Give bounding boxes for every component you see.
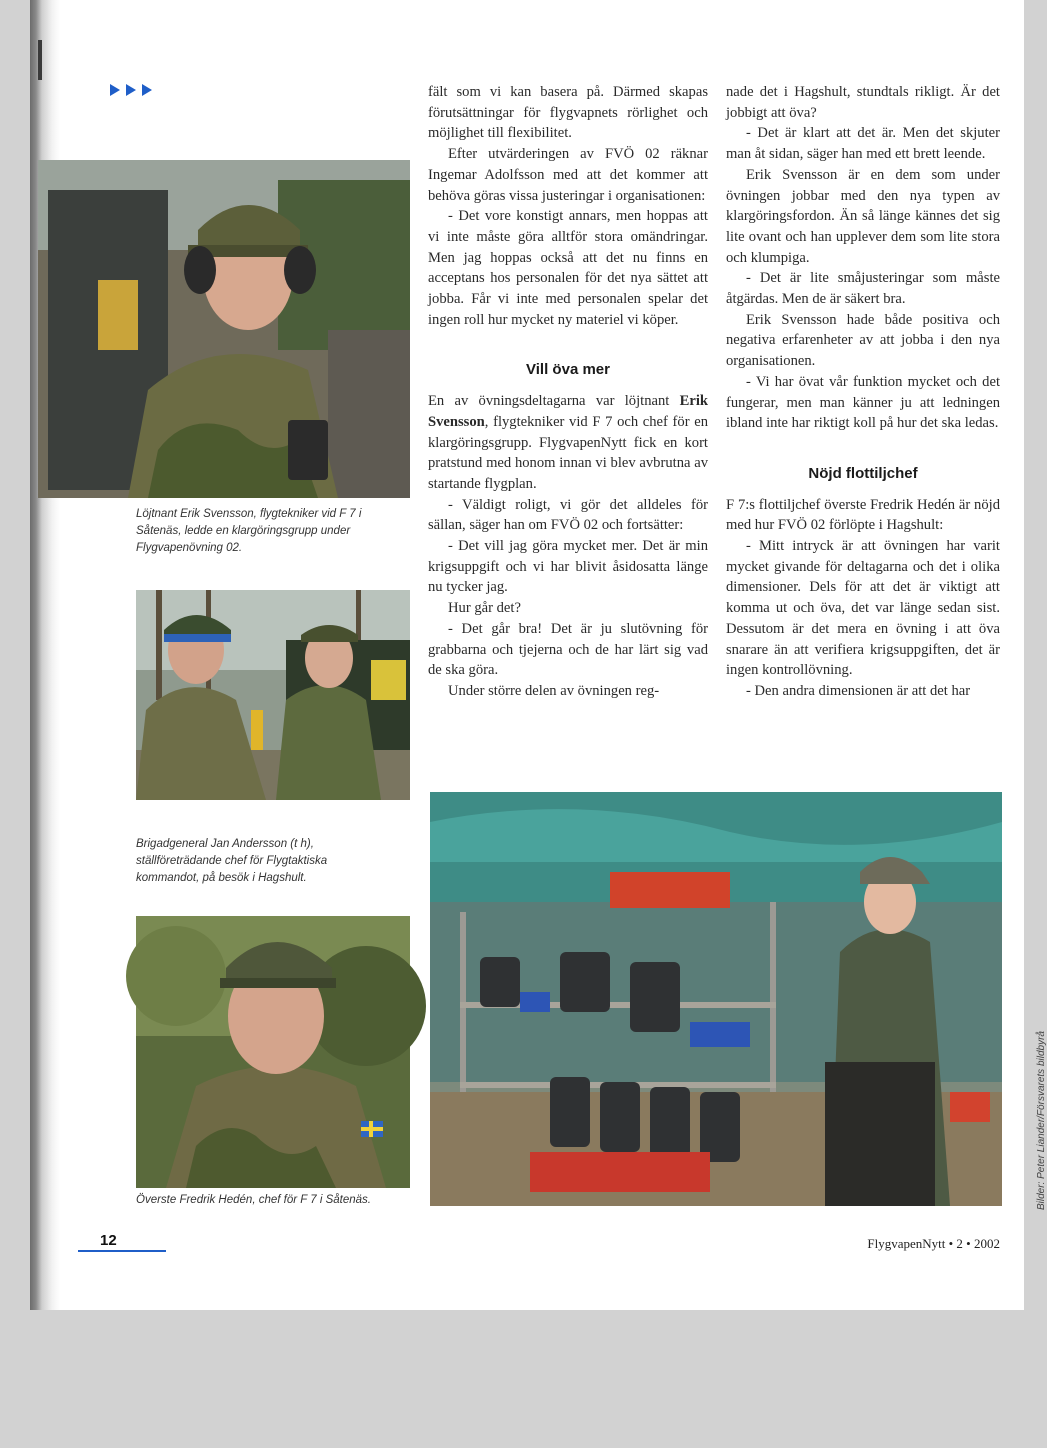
photo-credit: Bilder: Peter Liander/Försvarets bildbyrå [1036, 1031, 1047, 1210]
publication-footer: FlygvapenNytt • 2 • 2002 [867, 1236, 1000, 1251]
paragraph: - Det är lite småjusteringar som måste åtgärdas. Men de är säkert bra. [726, 270, 1000, 308]
paragraph: Efter utvärderingen av FVÖ 02 räknar Ingemar Adolfsson med att det kommer att behöva göras vissa justeringar i organisationen: [428, 146, 708, 204]
paragraph: nade det i Hagshult, stundtals rikligt. Är det jobbigt att öva? [726, 84, 1000, 121]
paragraph: - Det går bra! Det är ju slutövning för grabbarna och tjejerna och de har lärt sig vad de ska göra. [428, 620, 708, 679]
article-column-2 [428, 82, 708, 702]
magazine-page [30, 0, 1047, 1310]
caption-photo-3: Överste Fredrik Hedén, chef för F 7 i Såtenäs. [136, 1194, 372, 1206]
section-heading: Nöjd flottiljchef [808, 464, 918, 482]
paragraph: - Mitt intryck är att övningen har varit mycket givande för deltagarna och det i olika dimensioner. Dels för att det är viktigt att komma ut och öva, det var länge sedan sist. Dessutom är det mera en övning i att öva snarare än att verifiera krigsuppgiften, det är ingen kontrollövning. [726, 538, 1000, 679]
photo-field-kitchen [430, 792, 1002, 1206]
section-arrows-icon [110, 84, 152, 96]
paragraph: Hur går det? [448, 600, 521, 617]
paragraph: - Väldigt roligt, vi gör det alldeles för sällan, säger han om FVÖ 02 och fortsätter: [428, 496, 708, 534]
section-heading: Vill öva mer [526, 361, 610, 379]
photo-two-officers [136, 590, 410, 800]
paragraph: F 7:s flottiljchef överste Fredrik Hedén är nöjd med hur FVÖ 02 förlöpte i Hagshult: [726, 496, 1000, 534]
paragraph: Erik Svensson hade både positiva och negativa erfarenheter av att jobba i den nya organisationen. [726, 311, 1000, 370]
photo-portrait-colonel [136, 916, 410, 1188]
paragraph: - Den andra dimensionen är att det har [746, 682, 971, 699]
paragraph: En av övningsdeltagarna var löjtnant Erik Svensson, flygtekniker vid F 7 och chef för en klargöringsgrupp. FlygvapenNytt fick en kort pratstund med honom innan vi blev avbrutna av startande flygplan. [428, 393, 708, 492]
page-number: 12 [100, 1232, 117, 1249]
article-column-3 [726, 82, 1000, 702]
paragraph: - Det vore konstigt annars, men hoppas att vi inte måste göra alltför stora omändringar. Men jag hoppas också att det nu finns en acceptans hos personalen för det nya sättet att jobba. Får vi inte med personalen spelar det ingen roll hur mycket ny materiel vi köper. [428, 208, 708, 328]
caption-photo-1: Löjtnant Erik Svensson, flygtekniker vid F 7 i Såtenäs, ledde en klargöringsgrupp under Flygvapenövning 02. [136, 508, 362, 554]
paragraph: - Det är klart att det är. Men det skjuter man åt sidan, säger han med ett brett leende. [726, 125, 1000, 163]
paragraph: Erik Svensson är en dem som under övningen jobbar med den nya typen av klargöringsfordon. Än så länge kännes det sig lite ovant och han upplever dem som lite stora och klumpiga. [726, 166, 1000, 266]
paragraph: - Det vill jag göra mycket mer. Det är min krigsuppgift och vi har blivit åsidosatta länge nu tycker jag. [428, 538, 708, 596]
paragraph: - Vi har övat vår funktion mycket och det fungerar, men man känner ju att ledningen ibland inte har riktigt koll på hur det ska ledas. [726, 373, 1000, 432]
paragraph: Under större delen av övningen reg- [448, 682, 660, 699]
person-name: Erik Svensson [428, 393, 708, 430]
photo-soldier-headset [38, 160, 410, 498]
page-number-rule [78, 1250, 166, 1252]
paragraph: fält som vi kan basera på. Därmed skapas förutsättningar för flygvapnets rörlighet och möjlighet till flexibilitet. [428, 84, 708, 142]
caption-photo-2: Brigadgeneral Jan Andersson (t h), ställföreträdande chef för Flygtaktiska kommandot, på besök i Hagshult. [136, 838, 328, 884]
